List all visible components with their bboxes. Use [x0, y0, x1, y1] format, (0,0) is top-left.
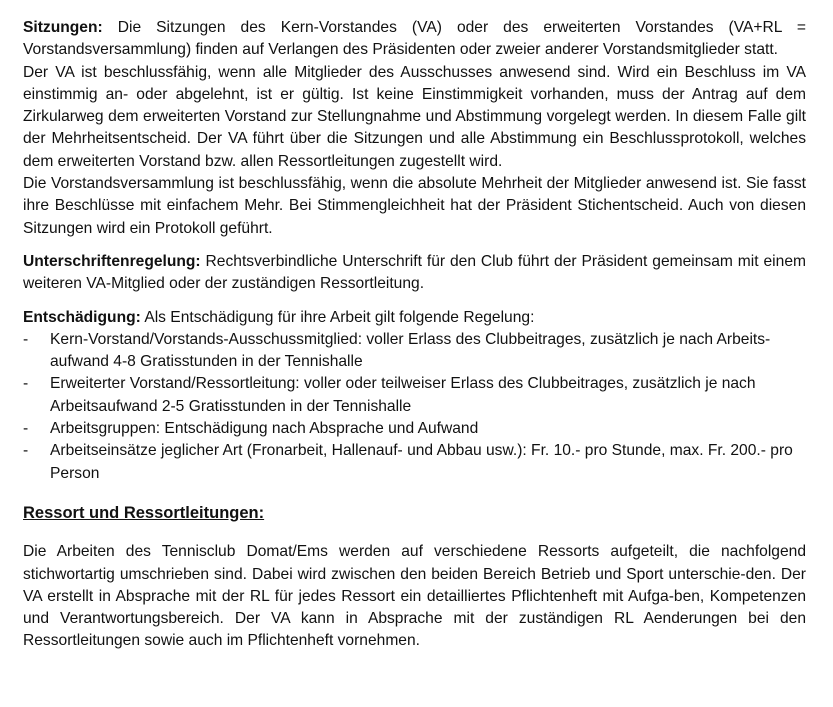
entschaedigung-intro: [23, 307, 806, 329]
unterschriften-paragraph: [23, 251, 806, 296]
list-item-text: Arbeitsgruppen: Entschädigung nach Absprache und Aufwand: [50, 420, 479, 438]
sitzungen-label: Sitzungen:: [23, 19, 103, 36]
ressort-paragraph: Die Arbeiten des Tennisclub Domat/Ems werden auf verschiedene Ressorts aufgeteilt, die nachfolgend stichwortartig umschrieben sind. Dabei wird zwischen den beiden Bereich Betrieb und Sport unterschie-den. Der VA erstellt in Absprache mit der RL für jedes Ressort ein detailliertes Pflichtenheft mit Aufga-ben, Kompetenzen und Verantwortungsbereich. Der VA kann in Absprache mit der zuständigen RL Aenderungen bei den Ressortleitungen sowie auch im Pflichtenheft vornehmen.: [23, 543, 806, 650]
entschaedigung-item: [23, 418, 806, 440]
ressort-heading: Ressort und Ressortleitungen:: [23, 503, 265, 522]
sitzungen-paragraph-3: Die Vorstandsversammlung ist beschlussfähig, wenn die absolute Mehrheit der Mitglieder anwesend ist. Sie fasst ihre Beschlüsse mit einfachem Mehr. Bei Stimmengleichheit hat der Präsident Stichentscheid. Auch von diesen Sitzungen wird ein Protokoll geführt.: [23, 175, 806, 237]
list-marker: -: [23, 330, 29, 348]
sitzungen-paragraph-1: [23, 17, 806, 62]
entschaedigung-item: [23, 440, 806, 485]
entschaedigung-item: [23, 329, 806, 374]
entschaedigung-intro-text: Als Entschädigung für ihre Arbeit gilt folgende Regelung:: [144, 308, 535, 326]
list-marker: -: [23, 375, 29, 393]
unterschriften-label: Unterschriftenregelung:: [23, 252, 201, 270]
unterschriften-text: Rechtsverbindliche Unterschrift für den Club führt der Präsident gemeinsam mit einem weiteren VA-Mitglied oder der zuständigen Ressortleitung.: [23, 252, 806, 293]
list-item-text: Kern-Vorstand/Vorstands-Ausschussmitglied: voller Erlass des Clubbeitrages, zusätzlich je nach Arbeits-aufwand 4-8 Gratisstunden in der Tennishalle: [50, 330, 771, 371]
list-item-text: Erweiterter Vorstand/Ressortleitung: voller oder teilweiser Erlass des Clubbeitrages, zusätzlich je nach Arbeitsaufwand 2-5 Gratisstunden in der Tennishalle: [50, 375, 756, 415]
document-page: [23, 17, 806, 653]
entschaedigung-label: Entschädigung:: [23, 308, 141, 326]
entschaedigung-item: [23, 373, 806, 418]
sitzungen-paragraph-2: Der VA ist beschlussfähig, wenn alle Mitglieder des Ausschusses anwesend sind. Wird ein Beschluss im VA einstimmig an- oder abgelehnt, ist er gültig. Ist keine Einstimmigkeit vorhanden, muss der Antrag auf dem Zirkularweg dem erweiterten Vorstand zur Stellungnahme und Abstimmung vorgelegt werden. In diesem Falle gilt der Mehrheitsentscheid. Der VA führt über die Sitzungen und alle Abstimmung ein Beschlussprotokoll, welches dem erweiterten Vorstand bzw. allen Ressortleitungen zugestellt wird.: [23, 63, 806, 170]
list-item-text: Arbeitseinsätze jeglicher Art (Fronarbeit, Hallenauf- und Abbau usw.): Fr. 10.- pro Stunde, max. Fr. 200.- pro Person: [50, 442, 793, 482]
sitzungen-text-1: Die Sitzungen des Kern-Vorstandes (VA) oder des erweiterten Vorstandes (VA+RL = Vorstandsversammlung) finden auf Verlangen des Präsidenten oder zweier anderer Vorstandsmitglieder statt.: [23, 19, 806, 59]
list-marker: -: [23, 442, 29, 460]
list-marker: -: [23, 420, 29, 438]
